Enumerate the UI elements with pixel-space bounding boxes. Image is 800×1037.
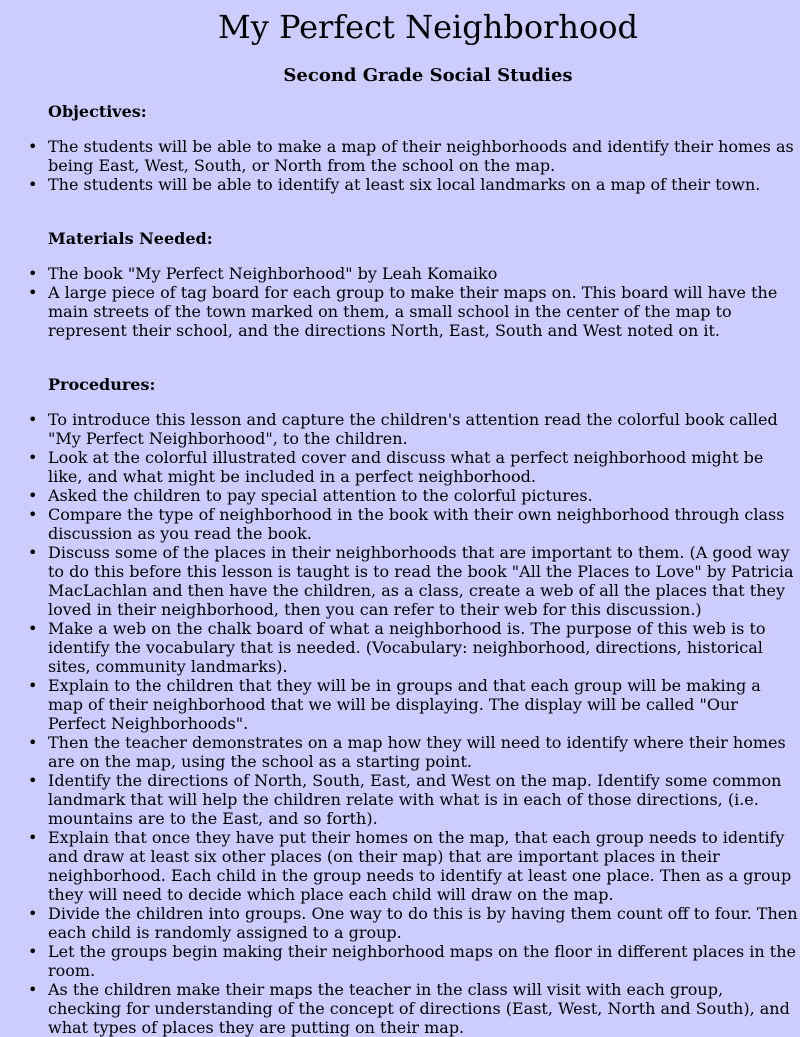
list-item: • Compare the type of neighborhood in the book with their own neighborhood through class discussion as you read the book. [48,505,800,543]
list-item: • The book "My Perfect Neighborhood" by Leah Komaiko [48,264,800,283]
list-item: • The students will be able to make a map of their neighborhoods and identify their homes as being East, West, South, or North from the school on the map. [48,137,800,175]
materials-list [0,264,800,340]
page-subtitle: Second Grade Social Studies [283,65,573,86]
list-item: • To introduce this lesson and capture the children's attention read the colorful book called "My Perfect Neighborhood", to the children. [48,410,800,448]
list-item: • Identify the directions of North, South, East, and West on the map. Identify some common landmark that will help the children relate with what is in each of those directions, (i.e. mountains are to the East, and so forth). [48,771,800,828]
list-item: • Make a web on the chalk board of what a neighborhood is. The purpose of this web is to identify the vocabulary that is needed. (Vocabulary: neighborhood, directions, historical sites, community landmarks). [48,619,800,676]
list-item: • Then the teacher demonstrates on a map how they will need to identify where their homes are on the map, using the school as a starting point. [48,733,800,771]
list-item: • Explain to the children that they will be in groups and that each group will be making a map of their neighborhood that we will be displaying. The display will be called "Our Perfect Neighborhoods". [48,676,800,733]
list-item: • Divide the children into groups. One way to do this is by having them count off to four. Then each child is randomly assigned to a group. [48,904,800,942]
objectives-list [0,137,800,194]
materials-heading: Materials Needed: [48,229,213,248]
list-item: • Asked the children to pay special attention to the colorful pictures. [48,486,800,505]
list-item: • Explain that once they have put their homes on the map, that each group needs to identify and draw at least six other places (on their map) that are important places in their neighborhood. Each child in the group needs to identify at least one place. Then as a group they will need to decide which place each child will draw on the map. [48,828,800,904]
list-item: • A large piece of tag board for each group to make their maps on. This board will have the main streets of the town marked on them, a small school in the center of the map to represent their school, and the directions North, East, South and West noted on it. [48,283,800,340]
list-item: • Look at the colorful illustrated cover and discuss what a perfect neighborhood might be like, and what might be included in a perfect neighborhood. [48,448,800,486]
list-item: • Let the groups begin making their neighborhood maps on the floor in different places in the room. [48,942,800,980]
list-item: • Discuss some of the places in their neighborhoods that are important to them. (A good way to do this before this lesson is taught is to read the book "All the Places to Love" by Patricia MacLachlan and then have the children, as a class, create a web of all the places that they loved in their neighborhood, then you can refer to their web for this discussion.) [48,543,800,619]
list-item: • The students will be able to identify at least six local landmarks on a map of their town. [48,175,800,194]
list-item: • As the children make their maps the teacher in the class will visit with each group, checking for understanding of the concept of directions (East, West, North and South), and what types of places they are putting on their map. [48,980,800,1037]
procedures-list [0,410,800,1037]
page-title: My Perfect Neighborhood [217,8,638,46]
procedures-heading: Procedures: [48,375,156,394]
objectives-heading: Objectives: [48,102,147,121]
